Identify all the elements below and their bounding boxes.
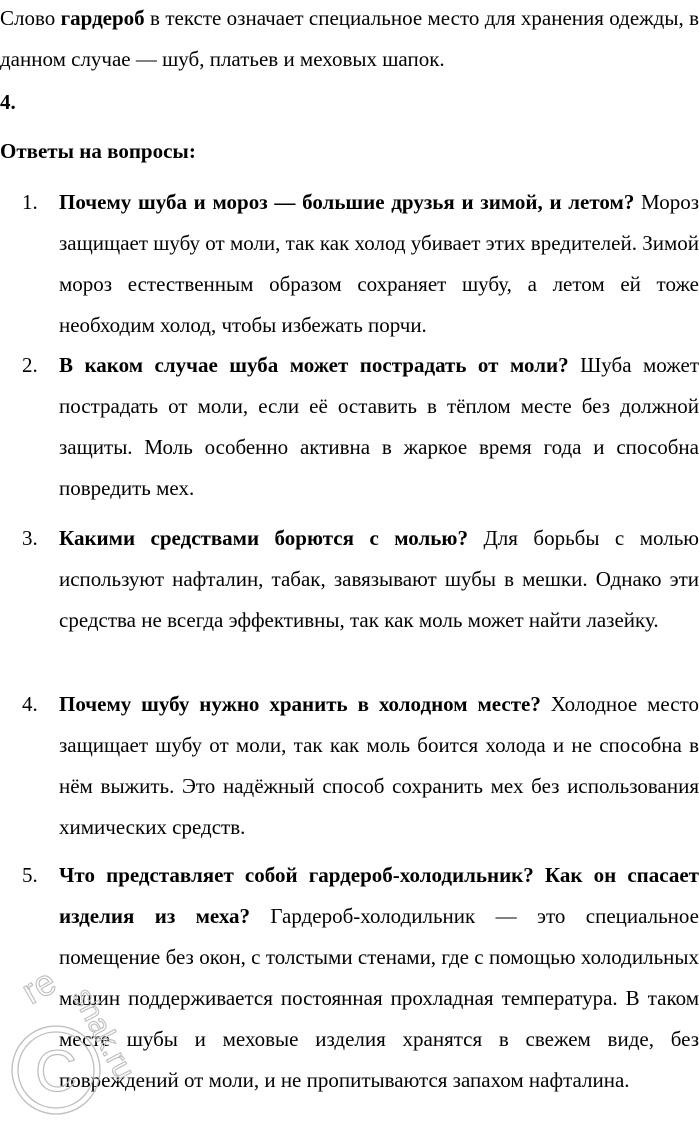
question-body [59,684,699,848]
question-body [59,518,699,641]
intro-term: гардероб [60,6,145,30]
question-text: Что представляет собой гардероб-холодильник? Как он спасает изделия из меха? [59,863,699,928]
intro-suffix: в тексте означает специальное место для хранения одежды, в данном случае — шуб, платьев и меховых шапок. [0,6,699,71]
question-body [59,345,699,509]
svg-text:shak.ru: shak.ru [65,982,142,1086]
svg-text:re: re [14,975,63,1012]
question-body [59,855,699,1101]
question-text: Почему шубу нужно хранить в холодном месте? [59,692,541,716]
intro-paragraph [0,0,699,80]
section-number: 4. [0,90,16,114]
question-text: Почему шуба и мороз — большие друзья и зимой, и летом? [59,190,635,214]
svg-text:C: C [35,1039,77,1104]
answer-text: Для борьбы с молью используют нафталин, табак, завязывают шубы в мешки. Однако эти средства не всегда эффективны, так как моль может найти лазейку. [59,526,699,632]
answer-text: Холодное место защищает шубу от моли, так как моль боится холода и не способна в нём выжить. Это надёжный способ сохранить мех без использования химических средств. [59,692,699,839]
question-number: 4. [22,692,38,716]
question-number: 2. [22,353,38,377]
question-number: 3. [22,526,38,550]
question-number: 1. [22,190,38,214]
question-number: 5. [22,863,38,887]
answer-text: Гардероб-холодильник — это специальное помещение без окон, с толстыми стенами, где с помощью холодильных машин поддерживается постоянная прохладная температура. В таком месте шубы и меховые изделия хранятся в свежем виде, без повреждений от моли, и не пропитываются запахом нафталина. [59,904,699,1092]
question-body [59,182,699,346]
answer-text: Шуба может пострадать от моли, если её оставить в тёплом месте без должной защиты. Моль особенно активна в жаркое время года и способна повредить мех. [59,353,699,500]
answer-text: Мороз защищает шубу от моли, так как холод убивает этих вредителей. Зимой мороз естественным образом сохраняет шубу, а летом ей тоже необходим холод, чтобы избежать порчи. [59,190,699,337]
intro-prefix: Слово [0,6,61,30]
question-text: В каком случае шуба может пострадать от моли? [59,353,569,377]
question-text: Какими средствами борются с молью? [59,526,468,550]
section-title: Ответы на вопросы: [0,139,196,163]
